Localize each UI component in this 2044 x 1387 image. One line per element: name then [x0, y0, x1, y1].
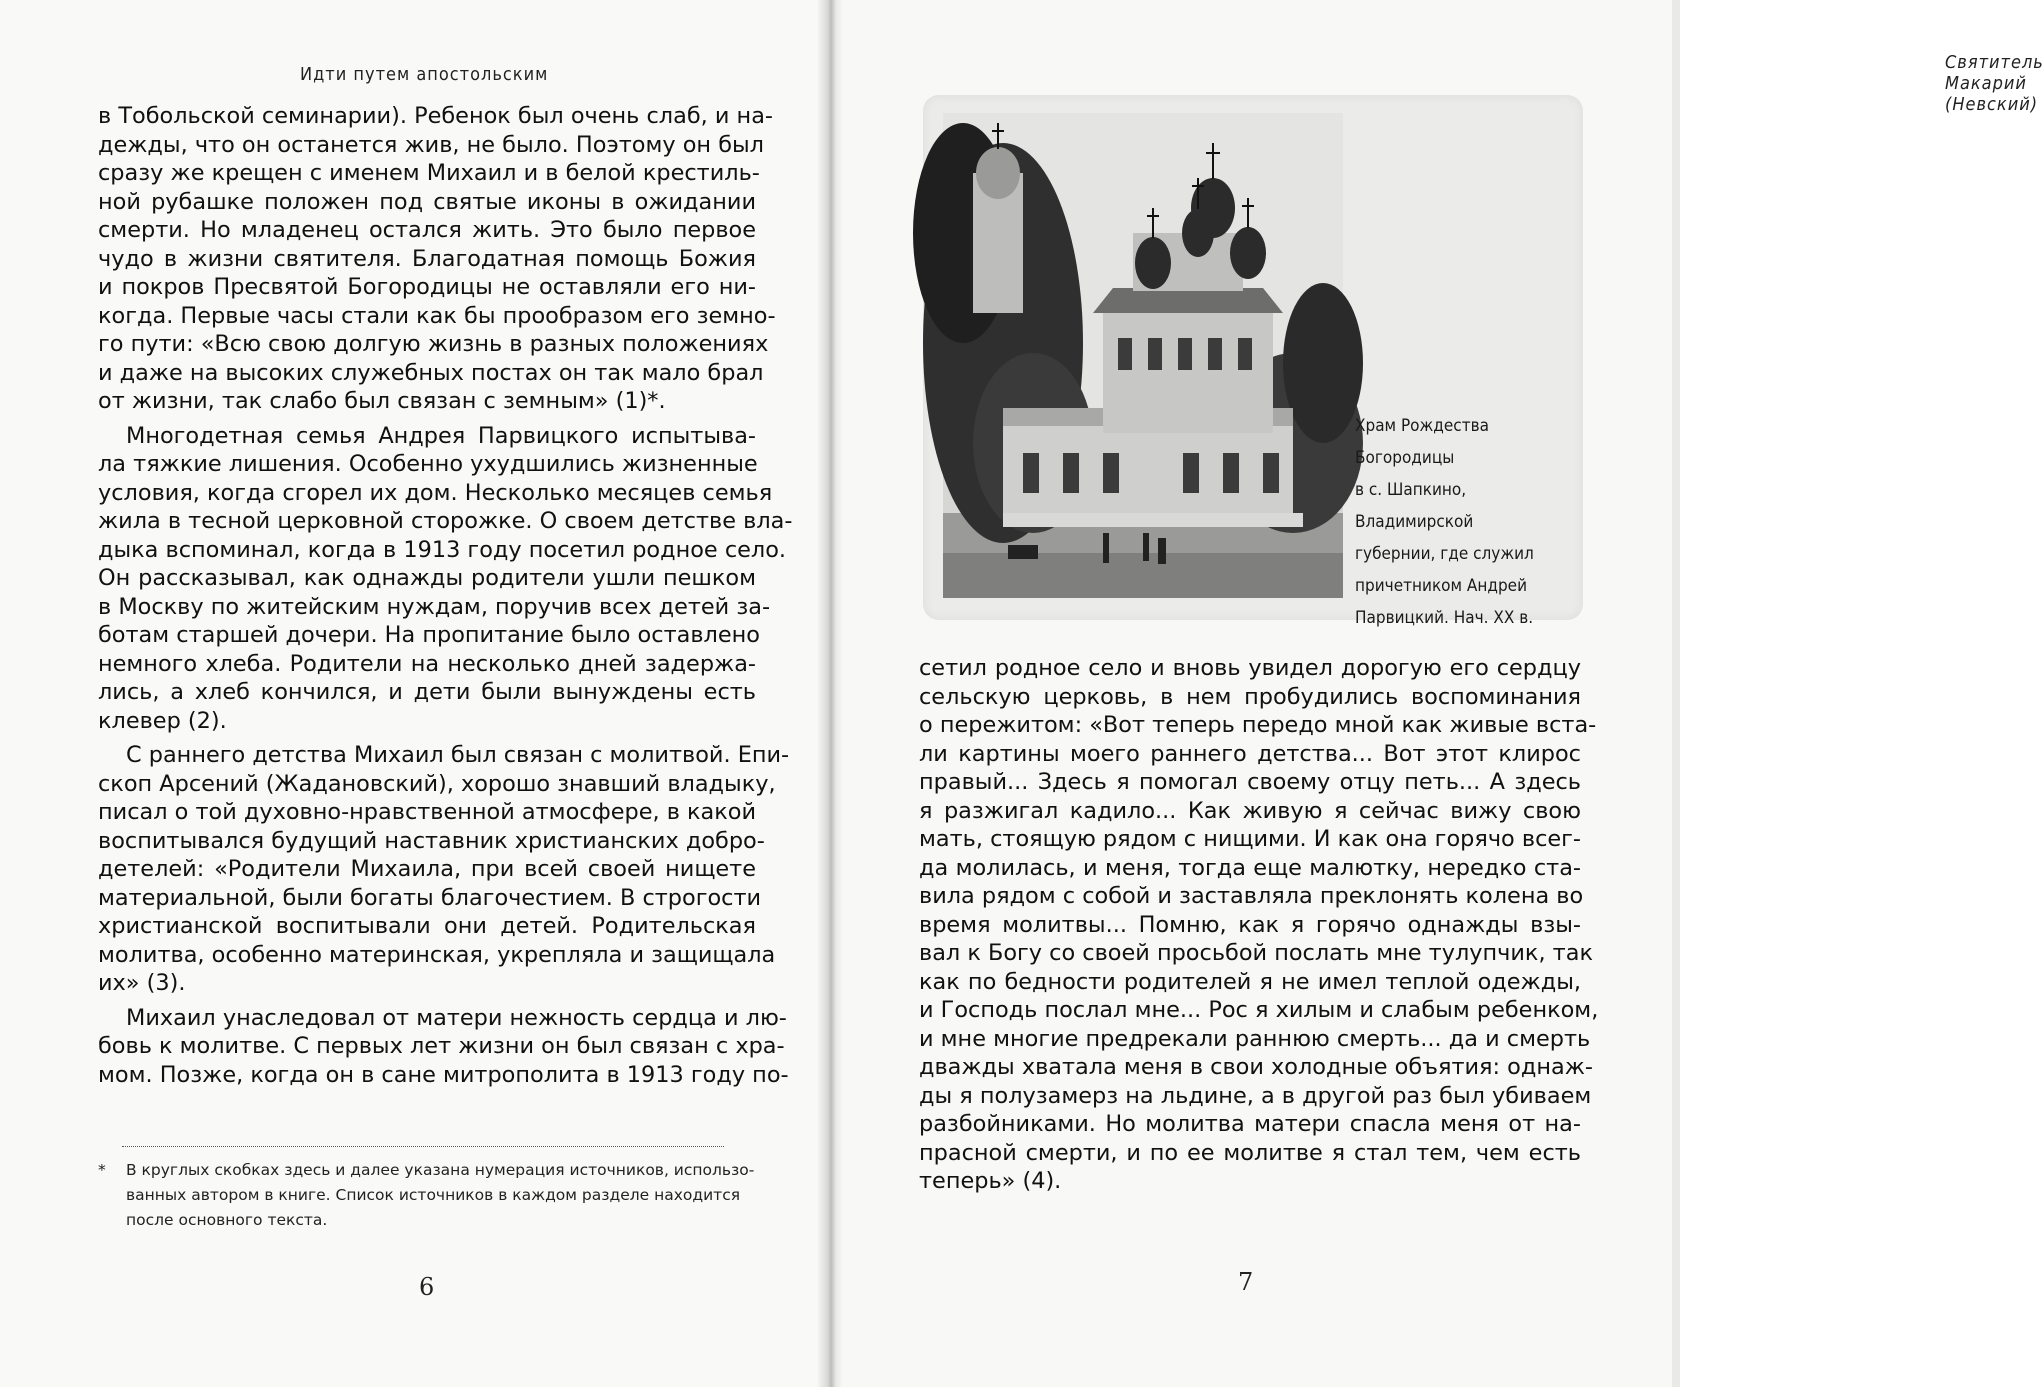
text-line: ды я полузамерз на льдине, а в другой раз был убиваем — [919, 1082, 1592, 1109]
left-page-body — [98, 102, 793, 1089]
running-head-right: Святитель Макарий (Невский) — [1945, 52, 2044, 115]
text-line: как по бедности родителей я не имел теплой одежды, — [919, 968, 1581, 995]
caption-line: Парвицкий. Нач. XX в. — [1355, 608, 1534, 628]
text-line: материальной, были богаты благочестием. В строгости — [98, 884, 762, 911]
text-line: разбойниками. Но молитва матери спасла меня от на- — [919, 1111, 1581, 1137]
figure-caption — [1355, 410, 1585, 634]
text-line: и мне многие предрекали раннюю смерть... да и смерть — [919, 1025, 1591, 1052]
text-line: клевер (2). — [98, 707, 227, 734]
text-line: в Тобольской семинарии). Ребенок был очень слаб, и на- — [98, 103, 773, 129]
text-line: вила рядом с собой и заставляла преклонять колена во — [919, 883, 1584, 909]
text-line: сразу же крещен с именем Михаил и в белой крестиль- — [98, 160, 760, 186]
text-line: лись, а хлеб кончился, и дети были вынуждены есть — [98, 679, 756, 705]
text-line: бовь к молитве. С первых лет жизни он был связан с хра- — [98, 1033, 785, 1059]
text-line: в Москву по житейским нуждам, поручив всех детей за- — [98, 593, 771, 620]
page-number-right: 7 — [1238, 1268, 1254, 1296]
text-line: о пережитом: «Вот теперь передо мной как живые вста- — [919, 712, 1597, 738]
footnote-marker: * — [98, 1161, 106, 1179]
text-line: когда. Первые часы стали как бы прообразом его земно- — [98, 302, 776, 329]
text-line: их» (3). — [98, 970, 186, 996]
text-line: дважды хватала меня в свои холодные объятия: однаж- — [919, 1054, 1593, 1080]
text-line: правый... Здесь я помогал своему отцу петь... А здесь — [919, 769, 1581, 795]
footnote-divider — [122, 1146, 724, 1147]
footnote-line: В круглых скобках здесь и далее указана нумерация источников, использо- — [126, 1161, 755, 1179]
text-line: сельскую церковь, в нем пробудились воспоминания — [919, 683, 1581, 710]
text-line: и покров Пресвятой Богородицы не оставляли его ни- — [98, 274, 756, 300]
page-number-left: 6 — [419, 1273, 435, 1301]
caption-line: причетником Андрей — [1355, 576, 1528, 596]
text-line: я разжигал кадило... Как живую я сейчас вижу свою — [919, 797, 1581, 824]
paragraph — [98, 422, 793, 736]
text-line: мом. Позже, когда он в сане митрополита в 1913 году по- — [98, 1061, 789, 1088]
text-line: скоп Арсений (Жадановский), хорошо знавший владыку, — [98, 770, 776, 797]
running-head-left: Идти путем апостольским — [300, 64, 549, 85]
caption-line: Храм Рождества — [1355, 416, 1489, 436]
text-line: вал к Богу со своей просьбой послать мне тулупчик, так — [919, 940, 1593, 966]
text-line: да молилась, и меня, тогда еще малютку, нередко ста- — [919, 854, 1581, 881]
text-line: дыка вспоминал, когда в 1913 году посетил родное село. — [98, 536, 787, 563]
text-line: дежды, что он останется жив, не было. Поэтому он был — [98, 131, 764, 158]
text-line: христианской воспитывали они детей. Родительская — [98, 913, 756, 939]
text-line: и даже на высоких служебных постах он так мало брал — [98, 359, 764, 386]
text-line: смерти. Но младенец остался жить. Это было первое — [98, 217, 756, 243]
text-line: теперь» (4). — [919, 1168, 1062, 1194]
text-line: воспитывался будущий наставник христианских добро- — [98, 827, 765, 854]
text-line: ли картины моего раннего детства... Вот этот клирос — [919, 740, 1581, 767]
church-photo — [943, 113, 1343, 598]
text-line: прасной смерти, и по ее молитве я стал тем, чем есть — [919, 1139, 1581, 1166]
book-gutter — [818, 0, 842, 1387]
text-line: Многодетная семья Андрея Парвицкого испытыва- — [126, 422, 756, 449]
text-line: чудо в жизни святителя. Благодатная помощь Божия — [98, 245, 756, 272]
text-line: сетил родное село и вновь увидел дорогую его сердцу — [919, 655, 1581, 681]
text-line: ной рубашке положен под святые иконы в ожидании — [98, 188, 756, 215]
text-line: немного хлеба. Родители на несколько дней задержа- — [98, 650, 756, 677]
right-page-body — [919, 654, 1599, 1196]
caption-line: Владимирской — [1355, 512, 1474, 532]
text-line: ботам старшей дочери. На пропитание было оставлено — [98, 622, 760, 648]
footnote-line: ванных автором в книге. Список источников в каждом разделе находится — [126, 1186, 741, 1204]
text-line: С раннего детства Михаил был связан с молитвой. Епи- — [126, 742, 790, 768]
paragraph — [98, 741, 790, 998]
footnote — [98, 1158, 755, 1233]
left-page — [0, 0, 830, 1387]
paragraph — [98, 1004, 789, 1090]
text-line: и Господь послал мне... Рос я хилым и слабым ребенком, — [919, 997, 1599, 1023]
text-line: детелей: «Родители Михаила, при всей своей нищете — [98, 856, 756, 882]
text-line: Михаил унаследовал от матери нежность сердца и лю- — [126, 1004, 787, 1031]
text-line: от жизни, так слабо был связан с земным» (1)*. — [98, 388, 666, 414]
text-line: время молитвы... Помню, как я горячо однажды взы- — [919, 911, 1581, 938]
caption-line: губернии, где служил — [1355, 544, 1534, 564]
text-line: писал о той духовно-нравственной атмосфере, в какой — [98, 799, 757, 825]
text-line: мать, стоящую рядом с нищими. И как она горячо всег- — [919, 826, 1581, 852]
paragraph — [98, 102, 776, 416]
caption-line: в с. Шапкино, — [1355, 480, 1467, 500]
footnote-line: после основного текста. — [126, 1211, 328, 1229]
text-line: го пути: «Всю свою долгую жизнь в разных положениях — [98, 331, 769, 357]
text-line: условия, когда сгорел их дом. Несколько месяцев семья — [98, 479, 773, 506]
text-line: молитва, особенно материнская, укрепляла и защищала — [98, 941, 776, 968]
page-edge — [1672, 0, 1680, 1387]
text-line: Он рассказывал, как однажды родители ушли пешком — [98, 565, 756, 591]
text-line: жила в тесной церковной сторожке. О своем детстве вла- — [98, 508, 793, 534]
text-line: ла тяжкие лишения. Особенно ухудшились жизненные — [98, 451, 758, 477]
caption-line: Богородицы — [1355, 448, 1455, 468]
